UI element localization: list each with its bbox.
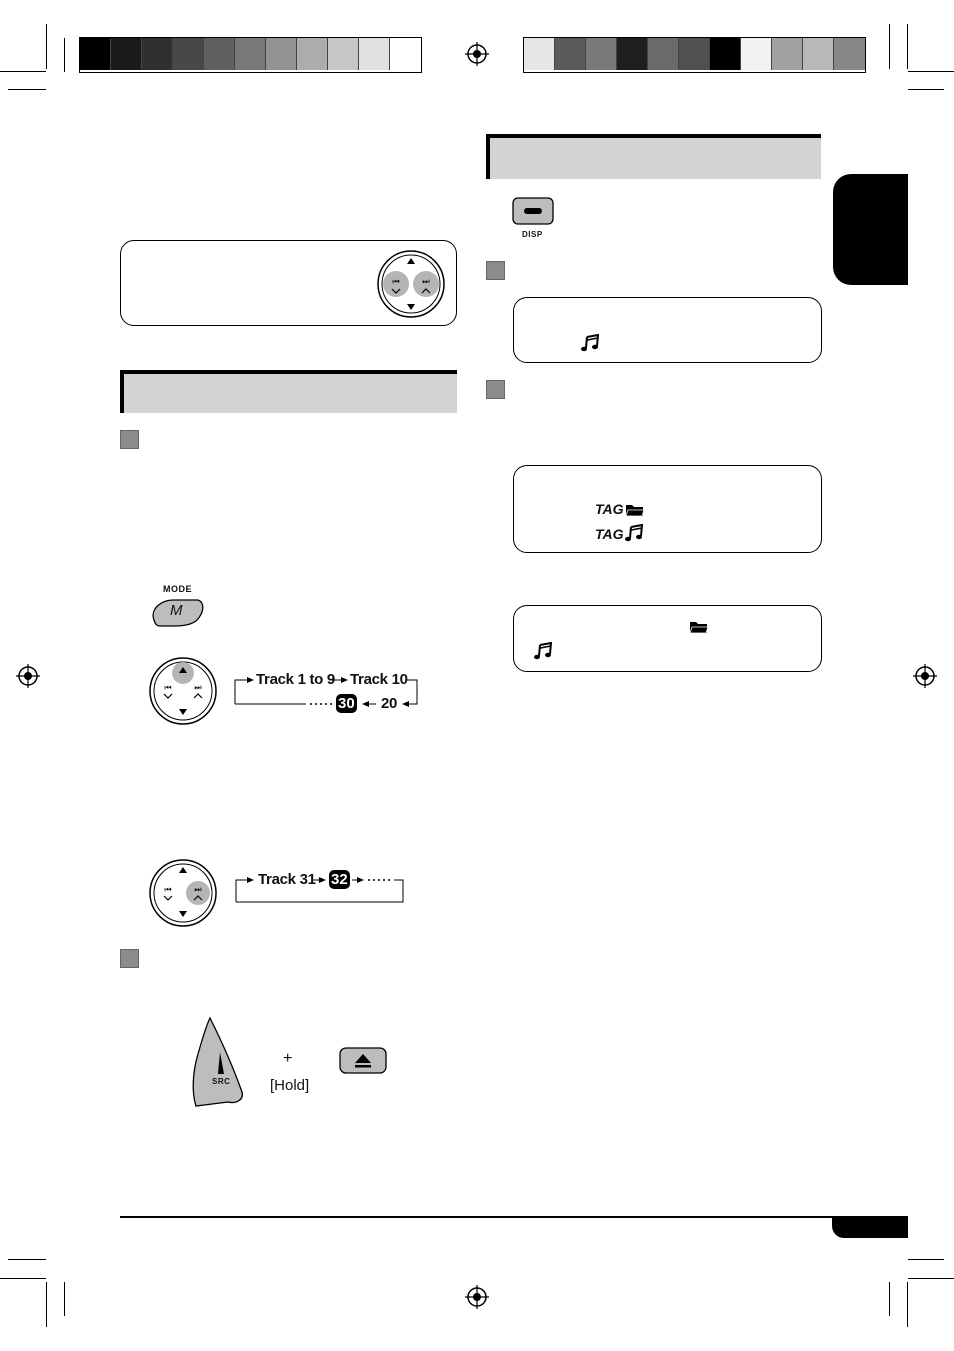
folder-icon (625, 502, 645, 518)
folder-icon (689, 619, 709, 635)
calibration-swatch (586, 38, 617, 70)
src-button-label: SRC (212, 1077, 231, 1086)
crop-mark (889, 1282, 890, 1316)
combo-plus: + (283, 1050, 293, 1067)
tag-label: TAG (595, 526, 624, 542)
page-number-tab (832, 1218, 908, 1238)
calibration-swatch (235, 38, 266, 70)
music-note-icon (533, 642, 553, 660)
calibration-swatch (266, 38, 297, 70)
disp-button-label: DISP (522, 230, 543, 239)
sequence-track-10: Track 10 (350, 671, 408, 688)
color-calibration-bar (523, 37, 866, 73)
calibration-swatch (359, 38, 390, 70)
display-box (513, 605, 822, 672)
step-marker (120, 949, 139, 968)
svg-text:⏭: ⏭ (194, 683, 202, 692)
crop-mark (907, 1282, 908, 1327)
calibration-swatch (772, 38, 803, 70)
svg-text:⏮: ⏮ (392, 277, 400, 286)
grayscale-calibration-bar (79, 37, 422, 73)
music-note-icon (623, 524, 645, 542)
calibration-swatch (834, 38, 865, 70)
disp-button-icon[interactable] (510, 195, 556, 227)
sequence-number-20: 20 (381, 695, 398, 712)
registration-mark-icon (913, 664, 937, 688)
combo-hold: [Hold] (270, 1077, 310, 1094)
control-pad-icon[interactable] (148, 858, 218, 928)
footer-rule (120, 1216, 908, 1218)
mode-button-label: MODE (163, 584, 192, 594)
crop-mark (908, 1259, 944, 1260)
svg-text:⏮: ⏮ (164, 885, 172, 894)
crop-mark (908, 89, 944, 90)
crop-mark (889, 24, 890, 69)
sequence-track-31: Track 31 (258, 871, 316, 888)
crop-mark (908, 1278, 954, 1279)
step-marker (120, 430, 139, 449)
sequence-track-1-to-9: Track 1 to 9 (256, 671, 335, 688)
registration-mark-icon (465, 1285, 489, 1309)
section-header (120, 370, 457, 413)
music-note-icon (580, 334, 600, 352)
calibration-swatch (204, 38, 235, 70)
calibration-swatch (142, 38, 173, 70)
svg-text:⏭: ⏭ (194, 885, 202, 894)
crop-mark (8, 1259, 46, 1260)
calibration-swatch (173, 38, 204, 70)
registration-mark-icon (465, 42, 489, 66)
section-header (486, 134, 821, 179)
src-button-icon[interactable] (188, 1014, 246, 1108)
calibration-swatch (617, 38, 648, 70)
crop-mark (64, 38, 65, 72)
calibration-swatch (297, 38, 328, 70)
calibration-swatch (524, 38, 555, 70)
calibration-swatch (803, 38, 834, 70)
step-marker (486, 261, 505, 280)
svg-text:⏮: ⏮ (164, 683, 172, 692)
registration-mark-icon (16, 664, 40, 688)
crop-mark (907, 24, 908, 69)
crop-mark (0, 1278, 46, 1279)
calibration-swatch (648, 38, 679, 70)
crop-mark (8, 89, 46, 90)
calibration-swatch (80, 38, 111, 70)
display-box (513, 297, 822, 363)
control-pad-icon[interactable] (148, 656, 218, 726)
crop-mark (0, 71, 46, 72)
control-pad-icon (376, 249, 446, 319)
calibration-swatch (741, 38, 772, 70)
mode-button-letter: M (170, 602, 183, 619)
calibration-swatch (390, 38, 421, 70)
sequence-number-32: 32 (331, 871, 348, 888)
calibration-swatch (111, 38, 142, 70)
language-tab (833, 174, 908, 285)
calibration-swatch (555, 38, 586, 70)
step-marker (486, 380, 505, 399)
calibration-swatch (679, 38, 710, 70)
crop-mark (46, 24, 47, 69)
tag-label: TAG (595, 501, 624, 517)
svg-text:⏭: ⏭ (422, 277, 430, 286)
eject-button-icon[interactable] (338, 1046, 388, 1076)
crop-mark (908, 71, 954, 72)
crop-mark (64, 1282, 65, 1316)
crop-mark (46, 1282, 47, 1327)
calibration-swatch (328, 38, 359, 70)
calibration-swatch (710, 38, 741, 70)
display-box (513, 465, 822, 553)
sequence-number-30: 30 (338, 695, 355, 712)
